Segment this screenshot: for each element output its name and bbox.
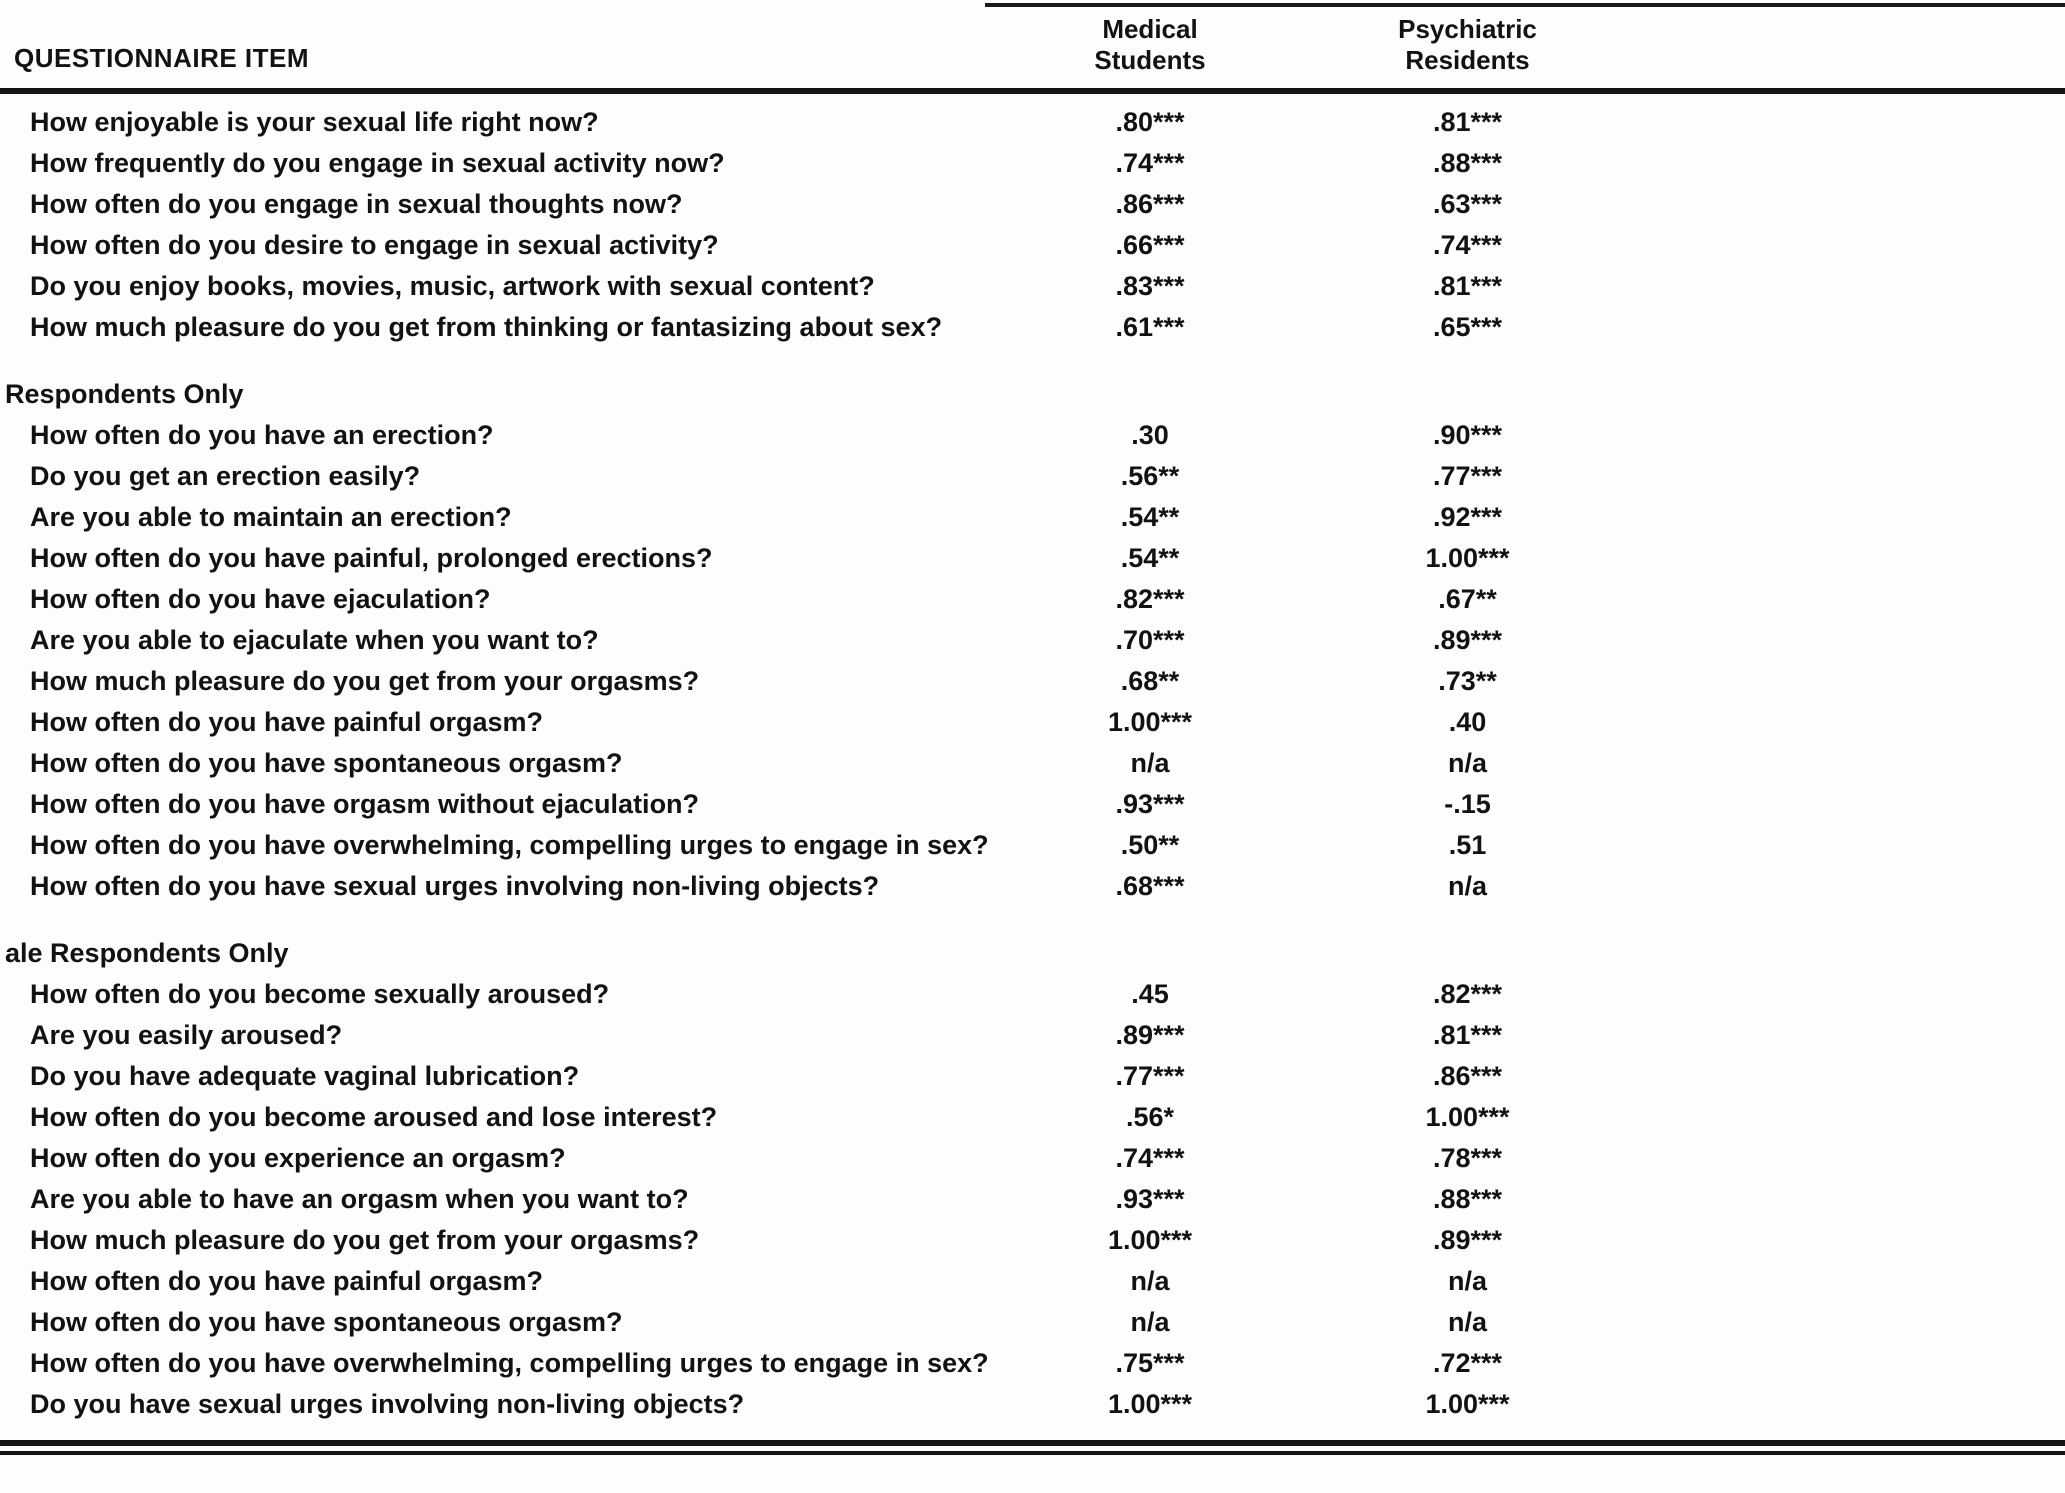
medical-students-value: .56** [1120,461,1180,491]
question-item: Are you able to ejaculate when you want to? [30,625,599,655]
table-row [0,1179,2065,1220]
medical-students-value: .70*** [1115,625,1185,655]
medical-students-value: .68*** [1115,871,1185,901]
header-rule [0,88,2065,94]
table-row [0,1384,2065,1425]
question-item: How often do you have sexual urges involving non-living objects? [30,871,880,901]
section-title: ale Respondents Only [5,938,289,968]
medical-students-value: .74*** [1115,1143,1185,1173]
table-header-row [0,14,2065,80]
medical-students-value: .89*** [1115,1020,1185,1050]
question-item: How often do you become aroused and lose interest? [30,1102,718,1132]
psychiatric-residents-value: n/a [1447,871,1487,901]
psychiatric-residents-value: .73** [1438,666,1497,696]
question-item: How often do you have overwhelming, compelling urges to engage in sex? [30,1348,989,1378]
question-item: Are you able to have an orgasm when you want to? [30,1184,689,1214]
section-title: Respondents Only [5,379,244,409]
question-item: How often do you have spontaneous orgasm? [30,748,623,778]
top-partial-rule [985,3,2065,7]
medical-students-value: .83*** [1115,271,1185,301]
table-row [0,1343,2065,1384]
question-item: How often do you have ejaculation? [30,584,491,614]
psychiatric-residents-value: .81*** [1432,107,1503,137]
question-item: How much pleasure do you get from your orgasms? [30,666,700,696]
table-row [0,579,2065,620]
question-item: How often do you have painful, prolonged erections? [30,543,713,573]
psychiatric-residents-value: n/a [1447,748,1487,778]
table-row [0,456,2065,497]
table-row [0,1097,2065,1138]
psychiatric-residents-value: .81*** [1432,1020,1503,1050]
psychiatric-residents-value: 1.00*** [1425,543,1510,573]
medical-students-value: .77*** [1115,1061,1185,1091]
medical-students-value: .61*** [1115,312,1185,342]
medical-students-header [1005,14,1295,80]
medical-students-value: n/a [1130,1307,1170,1337]
question-item: Do you get an erection easily? [30,461,421,491]
medical-students-value: .68** [1120,666,1180,696]
medical-students-value: .74*** [1115,148,1185,178]
question-item: How often do you have an erection? [30,420,494,450]
psychiatric-residents-value: .82*** [1432,979,1503,1009]
psychiatric-residents-value: n/a [1447,1307,1487,1337]
question-item: Do you enjoy books, movies, music, artwork with sexual content? [30,271,875,301]
medical-students-value: .30 [1131,420,1169,450]
table-row [0,1261,2065,1302]
question-item: How much pleasure do you get from thinking or fantasizing about sex? [30,312,943,342]
table-row [0,538,2065,579]
table-row [0,415,2065,456]
question-item: How often do you have painful orgasm? [30,707,544,737]
psychiatric-residents-value: .74*** [1432,230,1503,260]
medical-students-value: .93*** [1115,789,1185,819]
psychiatric-residents-value: .92*** [1432,502,1503,532]
table-row [0,102,2065,143]
psychiatric-residents-value: 1.00*** [1425,1389,1510,1419]
question-item: How often do you have orgasm without ejaculation? [30,789,700,819]
medical-students-value: .54** [1120,502,1180,532]
question-item: How often do you desire to engage in sexual activity? [30,230,719,260]
psychiatric-residents-value: .88*** [1432,1184,1503,1214]
psychiatric-residents-value: .86*** [1432,1061,1503,1091]
table-row [0,661,2065,702]
table-row [0,784,2065,825]
question-item: Do you have adequate vaginal lubrication? [30,1061,580,1091]
medical-students-value: .80*** [1115,107,1185,137]
bottom-rule-thick [0,1440,2065,1446]
question-item: How frequently do you engage in sexual activity now? [30,148,725,178]
table-row [0,1302,2065,1343]
question-item: How often do you have spontaneous orgasm? [30,1307,623,1337]
table-row [0,143,2065,184]
medical-students-value: .93*** [1115,1184,1185,1214]
medical-students-value: .50** [1120,830,1180,860]
question-item: Are you able to maintain an erection? [30,502,512,532]
table-body [0,102,2065,1425]
medical-students-value: 1.00*** [1107,1225,1193,1255]
table-row [0,497,2065,538]
medical-students-value: .45 [1131,979,1169,1009]
table-row [0,825,2065,866]
medical-students-value: 1.00*** [1107,707,1193,737]
table-row [0,1056,2065,1097]
table-row [0,620,2065,661]
question-item: How often do you become sexually aroused? [30,979,610,1009]
medical-students-header-line1: Medical [1102,14,1198,44]
table-row [0,225,2065,266]
psychiatric-residents-value: .81*** [1432,271,1503,301]
table-row [0,743,2065,784]
section-gap [0,348,2065,374]
psychiatric-residents-header-line1: Psychiatric [1398,14,1537,44]
psychiatric-residents-header [1295,14,1640,80]
psychiatric-residents-header-line2: Residents [1405,45,1530,75]
medical-students-value: .66*** [1115,230,1185,260]
psychiatric-residents-value: .67** [1438,584,1497,614]
question-item: How often do you engage in sexual thoughts now? [30,189,683,219]
table-row [0,307,2065,348]
psychiatric-residents-value: .89*** [1432,1225,1503,1255]
psychiatric-residents-value: .88*** [1432,148,1503,178]
question-item: How often do you have painful orgasm? [30,1266,544,1296]
table-row [0,266,2065,307]
question-item: How much pleasure do you get from your orgasms? [30,1225,700,1255]
psychiatric-residents-value: .78*** [1432,1143,1503,1173]
psychiatric-residents-value: .65*** [1432,312,1503,342]
medical-students-value: 1.00*** [1107,1389,1193,1419]
psychiatric-residents-value: 1.00*** [1425,1102,1510,1132]
question-item: Do you have sexual urges involving non-living objects? [30,1389,745,1419]
medical-students-header-line2: Students [1094,45,1206,75]
medical-students-value: .82*** [1115,584,1185,614]
psychiatric-residents-value: .90*** [1432,420,1503,450]
medical-students-value: .86*** [1115,189,1185,219]
table-row [0,1015,2065,1056]
table-row [0,866,2065,907]
bottom-rules [0,1440,2065,1455]
questionnaire-item-header: QUESTIONNAIRE ITEM [14,43,310,73]
table-row [0,702,2065,743]
table-row [0,974,2065,1015]
question-item: How often do you experience an orgasm? [30,1143,566,1173]
psychiatric-residents-value: -.15 [1444,789,1491,819]
question-item: How often do you have overwhelming, compelling urges to engage in sex? [30,830,989,860]
psychiatric-residents-value: .51 [1448,830,1487,860]
psychiatric-residents-value: .72*** [1432,1348,1503,1378]
medical-students-value: .56* [1125,1102,1175,1132]
psychiatric-residents-value: .77*** [1432,461,1503,491]
table-row [0,1138,2065,1179]
medical-students-value: n/a [1130,748,1170,778]
question-item: Are you easily aroused? [30,1020,343,1050]
psychiatric-residents-value: .63*** [1432,189,1503,219]
table-row [0,184,2065,225]
bottom-rule-thin [0,1451,2065,1455]
medical-students-value: .75*** [1115,1348,1185,1378]
medical-students-value: .54** [1120,543,1180,573]
section-gap [0,907,2065,933]
question-item: How enjoyable is your sexual life right now? [30,107,599,137]
table-row [0,1220,2065,1261]
medical-students-value: n/a [1130,1266,1170,1296]
psychiatric-residents-value: n/a [1447,1266,1487,1296]
psychiatric-residents-value: .89*** [1432,625,1503,655]
psychiatric-residents-value: .40 [1448,707,1487,737]
